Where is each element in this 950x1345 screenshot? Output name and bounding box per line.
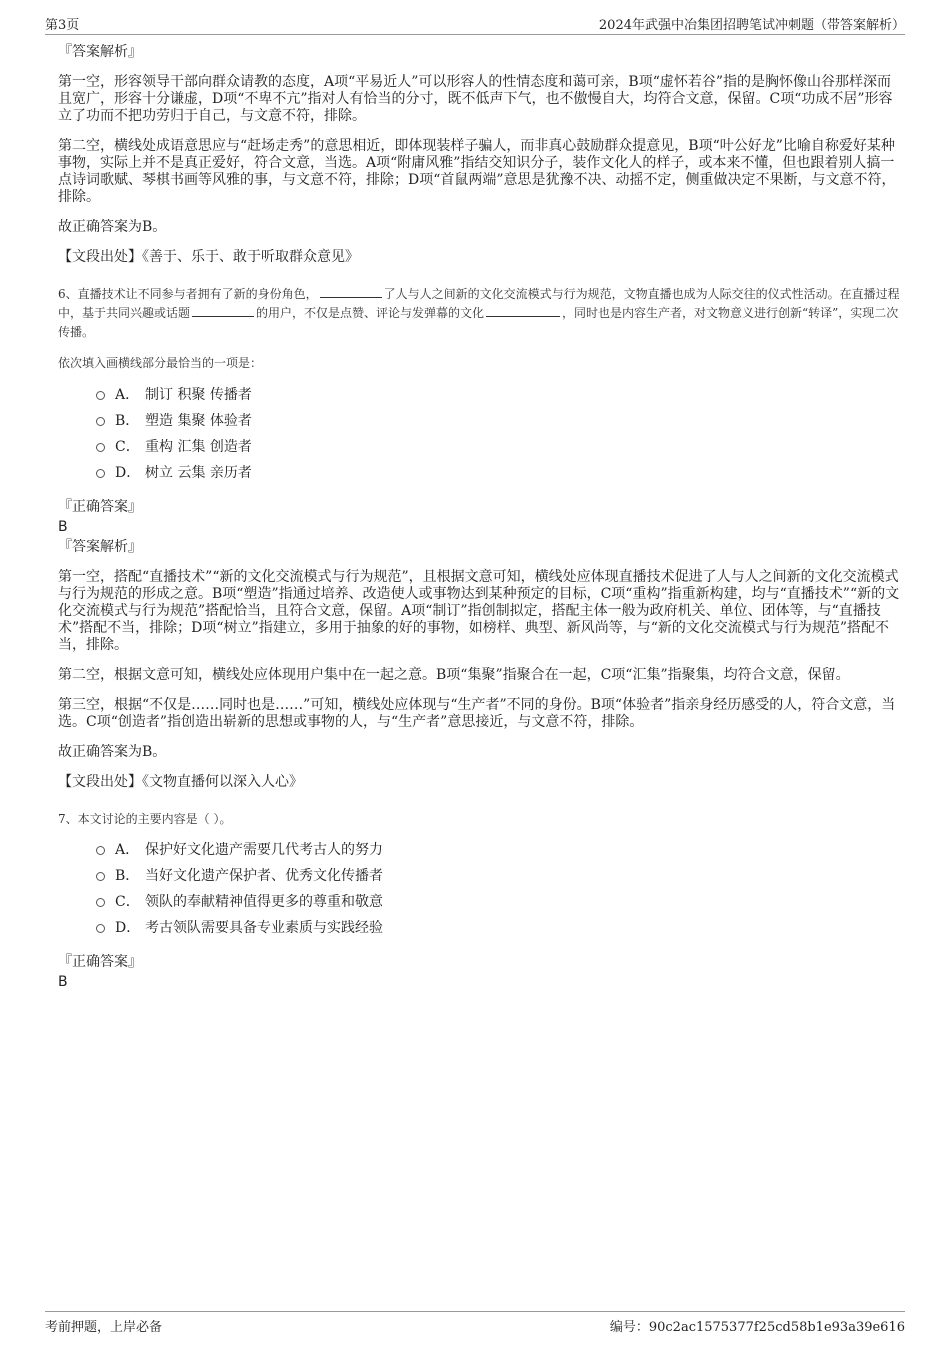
q6-correct-answer: B [58,519,68,535]
footer-slogan: 考前押题，上岸必备 [45,1320,163,1335]
q6-conclusion: 故正确答案为B。 [58,744,167,760]
q7-option-c[interactable]: C． 领队的奉献精神值得更多的尊重和敬意 [96,894,900,920]
q7-option-a[interactable]: A． 保护好文化遗产需要几代考古人的努力 [96,842,900,868]
q5-source: 【文段出处】《善于、乐于、敢于听取群众意见》 [58,249,359,265]
q7-options [96,842,900,946]
q5-analysis-p2: 第二空，横线处成语意思应与“赶场走秀”的意思相近，即体现装样子骗人，而非真心鼓励群众提意见，B项“叶公好龙”比喻自称爱好某种事物，实际上并不是真正爱好，符合文意，当选。A项“附庸风雅”指结交知识分子，装作文化人的样子，或本来不懂，但也跟着别人搞一点诗词歌赋、琴棋书画等风雅的事，与文意不符，排除；D项“首鼠两端”意思是犹豫不决、动摇不定，侧重做决定不果断，与文意不符，排除。 [58,138,896,205]
q7-correct-answer: B [58,974,68,990]
q6-options [96,387,900,491]
q7-correct-label: 『正确答案』 [58,954,142,970]
q5-analysis-label: 『答案解析』 [58,44,142,60]
q6-correct-label: 『正确答案』 [58,499,142,515]
q6-option-c[interactable]: C． 重构 汇集 创造者 [96,439,900,465]
document-code: 编号：90c2ac1575377f25cd58b1e93a39e616 [609,1320,905,1335]
q6-option-d[interactable]: D． 树立 云集 亲历者 [96,465,900,491]
radio-icon[interactable] [96,391,105,400]
q7-option-d[interactable]: D． 考古领队需要具备专业素质与实践经验 [96,920,900,946]
blank-1 [320,285,382,298]
q6-analysis-p1: 第一空，搭配“直播技术”“新的文化交流模式与行为规范”，且根据文意可知，横线处应体现直播技术促进了人与人之间新的文化交流模式与行为规范的形成之意。B项“塑造”指通过培养、改造使人或事物达到某种预定的目标，C项“重构”指重新构建，均与“直播技术”“新的文化交流模式与行为规范”搭配恰当，且符合文意，保留。A项“制订”指创制拟定，搭配主体一般为政府机关、单位、团体等，与“直播技术”搭配不当，排除；D项“树立”指建立，多用于抽象的好的事物，如榜样、典型、新风尚等，与“新的文化交流模式与行为规范”搭配不当，排除。 [58,569,900,653]
q6-analysis-p3: 第三空，根据“不仅是……同时也是……”可知，横线处应体现与“生产者”不同的身份。B项“体验者”指亲身经历感受的人，符合文意，当选。C项“创造者”指创造出崭新的思想或事物的人，与“生产者”意思接近，与文意不符，排除。 [58,697,896,730]
page-number: 第3页 [45,18,80,33]
document-title: 2024年武强中冶集团招聘笔试冲刺题（带答案解析） [598,18,905,33]
blank-2 [192,304,254,317]
q5-conclusion: 故正确答案为B。 [58,219,167,235]
q6-instruction: 依次填入画横线部分最恰当的一项是： [58,356,263,370]
q5-analysis-p1: 第一空，形容领导干部向群众请教的态度，A项“平易近人”可以形容人的性情态度和蔼可亲，B项“虚怀若谷”指的是胸怀像山谷那样深而且宽广，形容十分谦虚，D项“不卑不亢”指对人有恰当的分寸，既不低声下气，也不傲慢自大，均符合文意，保留。C项“功成不居”形容立了功而不把功劳归于自己，与文意不符，排除。 [58,74,893,124]
q6-stem: 6、直播技术让不同参与者拥有了新的身份角色， 了人与人之间新的文化交流模式与行为规范，文物直播也成为人际交往的仪式性活动。在直播过程中，基于共同兴趣或话题 的用户，不仅是点赞、评论与发弹幕的文化 ，同时也是内容生产者，对文物意义进行创新“转译”，实现二次传播。 [58,287,900,339]
q6-option-b[interactable]: B． 塑造 集聚 体验者 [96,413,900,439]
radio-icon[interactable] [96,417,105,426]
q6-option-a[interactable]: A． 制订 积聚 传播者 [96,387,900,413]
radio-icon[interactable] [96,872,105,881]
radio-icon[interactable] [96,469,105,478]
q6-source: 【文段出处】《文物直播何以深入人心》 [58,774,303,790]
radio-icon[interactable] [96,924,105,933]
page-content [58,44,900,994]
blank-3 [486,304,560,317]
q7-stem: 7、本文讨论的主要内容是（ ）。 [58,812,232,826]
radio-icon[interactable] [96,443,105,452]
q7-option-b[interactable]: B． 当好文化遗产保护者、优秀文化传播者 [96,868,900,894]
radio-icon[interactable] [96,898,105,907]
page-header [45,14,905,35]
q6-analysis-p2: 第二空，根据文意可知，横线处应体现用户集中在一起之意。B项“集聚”指聚合在一起，C项“汇集”指聚集，均符合文意，保留。 [58,667,850,683]
radio-icon[interactable] [96,846,105,855]
page-footer [45,1311,905,1334]
q6-analysis-label: 『答案解析』 [58,539,142,555]
